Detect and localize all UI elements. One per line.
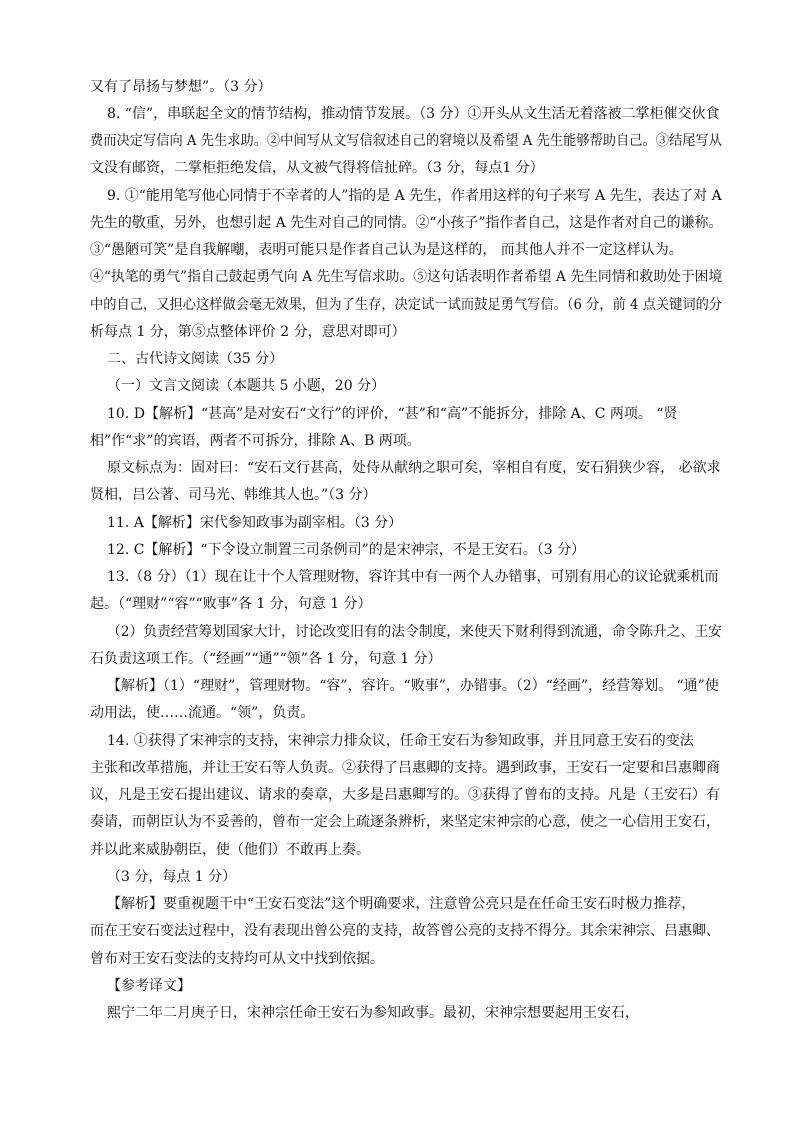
subsection-heading: （一）文言文阅读（本题共 5 小题，20 分） bbox=[107, 378, 386, 394]
text-line: 费而决定写信向 A 先生求助。②中间写从文写信叙述自己的窘境以及希望 A 先生能够帮助自己。③结尾写从 bbox=[90, 133, 723, 149]
analysis-line: 【解析】要重视题干中“王安石变法”这个明确要求，注意曾公亮只是在任命王安石时极力推荐， bbox=[107, 896, 696, 912]
text-line: 先生的敬重，另外，也想引起 A 先生对自己的同情。②“小孩子”指作者自己，这是作者对自己的谦称。 bbox=[90, 215, 723, 231]
text-line: 主张和改革措施，并让王安石等人负责。②获得了吕惠卿的支持。遇到政事，王安石一定要和吕惠卿商 bbox=[90, 760, 720, 776]
answer-11: 11. A【解析】宋代参知政事为副宰相。（3 分） bbox=[107, 515, 403, 531]
text-line: 原文标点为：固对曰：“安石文行甚高，处侍从献纳之职可矣，宰相自有度，安石狷狭少容， 必欲求 bbox=[107, 460, 721, 476]
text-line: （2）负责经营筹划国家大计，讨论改变旧有的法令制度，来使天下财利得到流通，命令陈升之、王安 bbox=[107, 624, 722, 640]
text-line: （3 分，每点 1 分） bbox=[107, 869, 237, 885]
text-line: 文没有邮资，二掌柜拒绝发信，从文被气得将信扯碎。（3 分，每点1 分） bbox=[90, 160, 544, 176]
translation-heading: 【参考译文】 bbox=[107, 978, 191, 994]
text-line: 又有了昂扬与梦想”。（3 分） bbox=[90, 79, 272, 95]
text-line: 而在王安石变法过程中，没有表现出曾公亮的支持，故答曾公亮的支持不得分。其余宋神宗、吕惠卿、 bbox=[90, 923, 720, 939]
text-line: 奏请，而朝臣认为不妥善的，曾布一定会上疏逐条辨析，来坚定宋神宗的心意，使之一心信用王安石， bbox=[90, 814, 720, 830]
section-heading: 二、古代诗文阅读（35 分） bbox=[107, 351, 284, 367]
text-line: 析每点 1 分，第⑤点整体评价 2 分，意思对即可） bbox=[90, 324, 406, 340]
text-line: 曾布对王安石变法的支持均可从文中找到依据。 bbox=[90, 951, 384, 967]
answer-14: 14. ①获得了宋神宗的支持，宋神宗力排众议，任命王安石为参知政事，并且同意王安石的变法 bbox=[107, 733, 694, 749]
text-line: 动用法，使……流通。“领”，负责。 bbox=[90, 705, 315, 721]
text-line: 熙宁二年二月庚子日，宋神宗任命王安石为参知政事。最初，宋神宗想要起用王安石， bbox=[107, 1005, 639, 1021]
text-line: 中的自己，又担心这样做会毫无效果，但为了生存，决定试一试而鼓足勇气写信。（6 分，前 4 点关键词的分 bbox=[90, 297, 723, 313]
text-line: 并以此来威胁朝臣，使（他们）不敢再上奏。 bbox=[90, 842, 370, 858]
text-line: ④“执笔的勇气”指自己鼓起勇气向 A 先生写信求助。⑤这句话表明作者希望 A 先生同情和救助处于困境 bbox=[90, 269, 723, 285]
text-line: 8. “信”，串联起全文的情节结构，推动情节发展。（3 分）①开头从文生活无着落被二掌柜催交伙食 bbox=[107, 106, 720, 122]
answer-10: 10. D【解析】“甚高”是对安石“文行”的评价，“甚”和“高”不能拆分，排除 A、C 两项。 “贤 bbox=[107, 406, 678, 422]
text-line: 贤相，吕公著、司马光、韩维其人也。”（3 分） bbox=[90, 487, 377, 503]
text-line: 起。（“理财”“容”“败事”各 1 分，句意 1 分） bbox=[90, 596, 372, 612]
answer-12: 12. C【解析】“下令设立制置三司条例司”的是宋神宗，不是王安石。（3 分） bbox=[107, 542, 586, 558]
text-line: 9. ①“能用笔写他心同情于不幸者的人”指的是 A 先生，作者用这样的句子来写 A 先生，表达了对 A bbox=[107, 188, 722, 204]
text-line: 议，凡是王安石提出建议、请求的奏章，大多是吕惠卿写的。③获得了曾布的支持。凡是（王安石）有 bbox=[90, 787, 720, 803]
answer-13: 13.（8 分）（1）现在让十个人管理财物，容许其中有一两个人办错事，可别有用心的议论就乘机而 bbox=[107, 569, 719, 585]
text-line: ③“愚陋可笑”是自我解嘲，表明可能只是作者自己认为是这样的， 而其他人并不一定这样认为。 bbox=[90, 242, 683, 258]
analysis-line: 【解析】（1）“理财”，管理财物。“容”，容许。“败事”，办错事。（2）“经画”，经营筹划。 “通”使 bbox=[107, 678, 719, 694]
text-line: 相”作“求”的宾语，两者不可拆分，排除 A、B 两项。 bbox=[90, 433, 421, 449]
text-line: 石负责这项工作。（“经画”“通”“领”各 1 分，句意 1 分） bbox=[90, 651, 442, 667]
